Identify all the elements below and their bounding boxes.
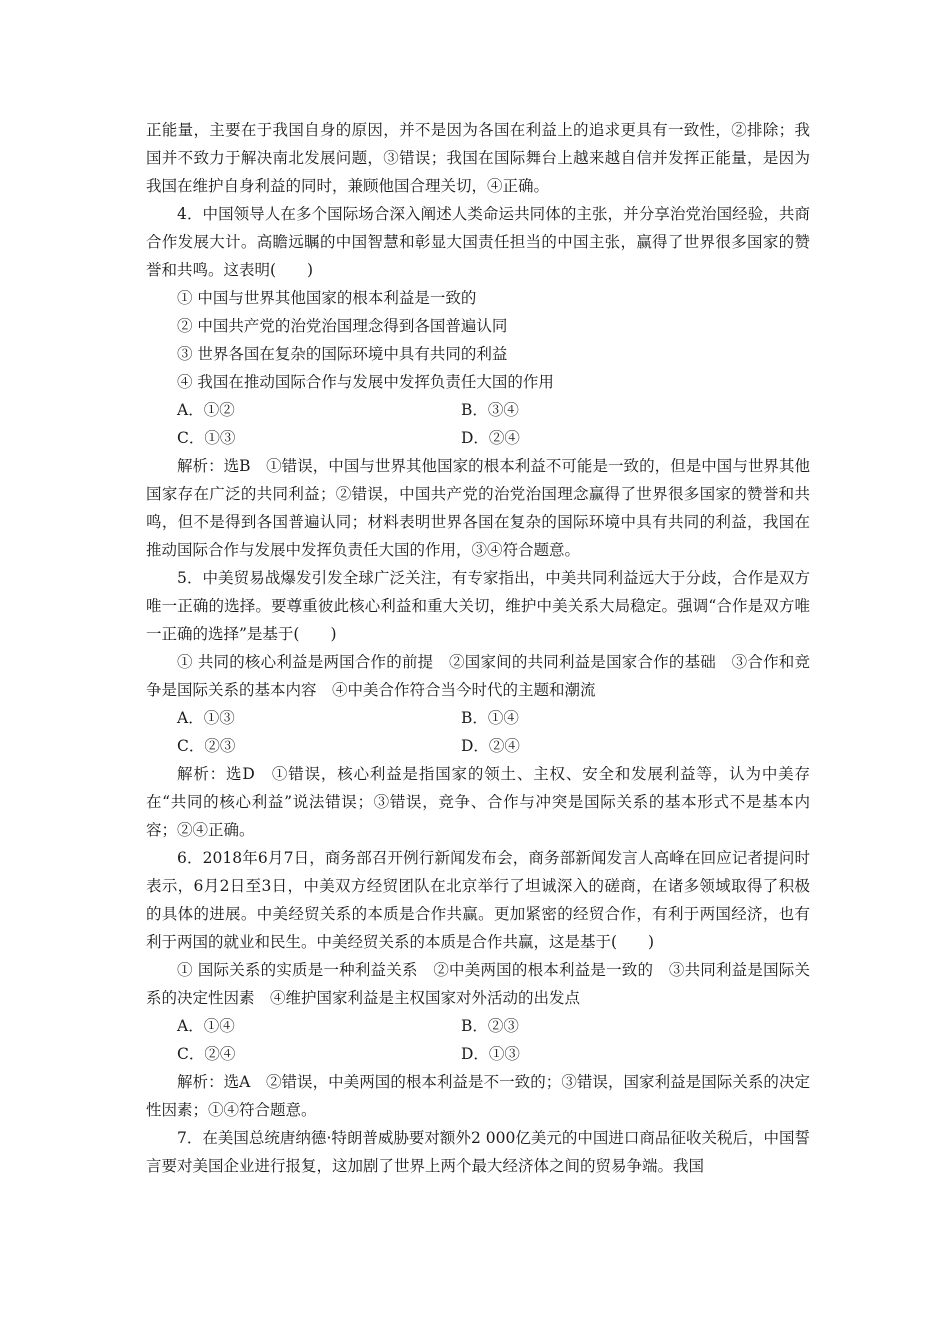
q5-choices-row-2 [146,732,810,760]
q4-choice-c: C．①③ [177,429,236,447]
q4-choices-row-1 [146,396,810,424]
question-5-stem: 5．中美贸易战爆发引发全球广泛关注，有专家指出，中美共同利益远大于分歧，合作是双方唯一正确的选择。要尊重彼此核心利益和重大关切，维护中美关系大局稳定。强调“合作是双方唯一正确的选择”是基于( ) [146,569,810,643]
intro-paragraph: 正能量，主要在于我国自身的原因，并不是因为各国在利益上的追求更具有一致性，②排除；我国并不致力于解决南北发展问题，③错误；我国在国际舞台上越来越自信并发挥正能量，是因为我国在维护自身利益的同时，兼顾他国合理关切，④正确。 [146,121,810,195]
q4-item-4: ④ 我国在推动国际合作与发展中发挥负责任大国的作用 [177,373,554,391]
question-4-stem: 4．中国领导人在多个国际场合深入阐述人类命运共同体的主张，并分享治党治国经验，共商合作发展大计。高瞻远瞩的中国智慧和彰显大国责任担当的中国主张，赢得了世界很多国家的赞誉和共鸣。这表明( ) [146,205,810,279]
q5-choice-a: A．①③ [177,709,235,727]
q6-choice-c: C．②④ [177,1045,236,1063]
q5-items: ① 共同的核心利益是两国合作的前提 ②国家间的共同利益是国家合作的基础 ③合作和竞争是国际关系的基本内容 ④中美合作符合当今时代的主题和潮流 [146,653,810,699]
q4-choice-b: B．③④ [461,401,519,419]
q6-choices-row-1 [146,1012,810,1040]
q4-choice-d: D．②④ [461,429,520,447]
document-page [146,116,810,1180]
q5-analysis: 解析：选D ①错误，核心利益是指国家的领土、主权、安全和发展利益等，认为中美存在“共同的核心利益”说法错误；③错误，竞争、合作与冲突是国际关系的基本形式不是基本内容；②④正确。 [146,765,810,839]
q4-analysis: 解析：选B ①错误，中国与世界其他国家的根本利益不可能是一致的，但是中国与世界其他国家存在广泛的共同利益；②错误，中国共产党的治党治国理念赢得了世界很多国家的赞誉和共鸣，但不是得到各国普遍认同；材料表明世界各国在复杂的国际环境中具有共同的利益，我国在推动国际合作与发展中发挥负责任大国的作用，③④符合题意。 [146,457,810,559]
q6-analysis: 解析：选A ②错误，中美两国的根本利益是不一致的；③错误，国家利益是国际关系的决定性因素；①④符合题意。 [146,1073,810,1119]
q5-choice-d: D．②④ [461,737,520,755]
q6-choice-a: A．①④ [177,1017,235,1035]
q4-item-2: ② 中国共产党的治党治国理念得到各国普遍认同 [177,317,508,335]
q4-item-1: ① 中国与世界其他国家的根本利益是一致的 [177,289,477,307]
q4-item-3: ③ 世界各国在复杂的国际环境中具有共同的利益 [177,345,508,363]
q6-choice-d: D．①③ [461,1045,520,1063]
q6-choice-b: B．②③ [461,1017,519,1035]
question-6-stem: 6．2018年6月7日，商务部召开例行新闻发布会，商务部新闻发言人高峰在回应记者提问时表示，6月2日至3日，中美双方经贸团队在北京举行了坦诚深入的磋商，在诸多领域取得了积极的具体的进展。中美经贸关系的本质是合作共赢。更加紧密的经贸合作，有利于两国经济，也有利于两国的就业和民生。中美经贸关系的本质是合作共赢，这是基于( ) [146,849,810,951]
q4-choices-row-2 [146,424,810,452]
q5-choices-row-1 [146,704,810,732]
q6-items: ① 国际关系的实质是一种利益关系 ②中美两国的根本利益是一致的 ③共同利益是国际关系的决定性因素 ④维护国家利益是主权国家对外活动的出发点 [146,961,810,1007]
q4-choice-a: A．①② [177,401,235,419]
q5-choice-c: C．②③ [177,737,236,755]
q5-choice-b: B．①④ [461,709,519,727]
q6-choices-row-2 [146,1040,810,1068]
question-7-stem: 7．在美国总统唐纳德·特朗普威胁要对额外2 000亿美元的中国进口商品征收关税后，中国誓言要对美国企业进行报复，这加剧了世界上两个最大经济体之间的贸易争端。我国 [146,1129,810,1175]
